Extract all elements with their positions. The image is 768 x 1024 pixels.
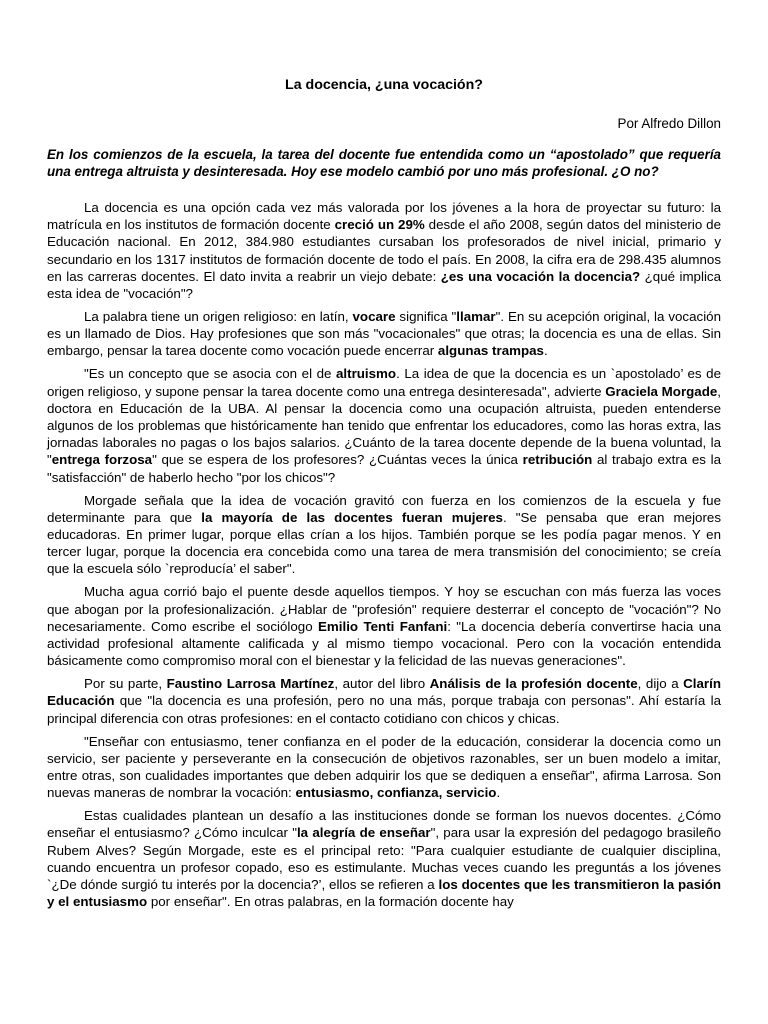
bold-text: los docentes que les transmitieron la pasión y el entusiasmo — [47, 877, 721, 910]
bold-text: creció un 29% — [334, 217, 425, 233]
bold-text: la mayoría de las docentes fueran mujeres — [201, 509, 503, 525]
bold-text: algunas trampas — [437, 343, 544, 359]
article-body — [47, 199, 721, 911]
text-run: ". En su acepción original, la vocación es un llamado de Dios. Hay profesiones que son más "vocacionales" que otras; la docencia es una de ellas. Sin embargo, pensar la tarea docente como vocación puede encerrar — [47, 309, 721, 359]
text-run: por enseñar". En otras palabras, en la formación docente hay — [147, 894, 514, 910]
article-byline: Por Alfredo Dillon — [617, 116, 721, 131]
text-run: , doctora en Educación de la UBA. Al pensar la docencia como una ocupación altruista, pueden entenderse algunos de los problemas que históricamente han tenido que enfrentar los educadores, como las horas extra, las jornadas laborales no pagas o los bajos salarios. ¿Cuánto de la tarea docente depende de la buena voluntad, la " — [47, 383, 721, 468]
bold-text: vocare — [352, 309, 396, 325]
bold-text: Graciela Morgade — [605, 383, 718, 399]
bold-text: ¿es una vocación la docencia? — [440, 268, 641, 284]
body-paragraph — [47, 365, 721, 485]
body-paragraph — [47, 199, 721, 302]
text-run: . — [496, 785, 501, 801]
bold-text: Análisis de la profesión docente — [429, 676, 638, 692]
text-run: "Es un concepto que se asocia con el de — [84, 366, 337, 382]
body-paragraph — [47, 308, 721, 360]
body-paragraph — [47, 675, 721, 727]
body-paragraph — [47, 492, 721, 578]
text-run: . La idea de que la docencia es un `apostolado’ es de origen religioso, y supone pensar la tarea docente como una entrega desinteresada", advierte — [47, 366, 721, 399]
bold-text: la alegría de enseñar — [296, 825, 431, 841]
body-paragraph — [47, 807, 721, 910]
bold-text: retribución — [522, 452, 593, 468]
text-run: Mucha agua corrió bajo el puente desde aquellos tiempos. Y hoy se escuchan con más fuerza las voces que abogan por la profesionalización. ¿Hablar de "profesión" requiere desterrar el concepto de "vocación"? No necesariamente. Como escribe el sociólogo — [47, 584, 721, 634]
text-run: La docencia es una opción cada vez más valorada por los jóvenes a la hora de proyectar su futuro: la matrícula en los institutos de formación docente — [47, 200, 721, 233]
bold-text: altruismo — [336, 366, 397, 382]
text-run: Por su parte, — [84, 676, 167, 692]
text-run: . — [543, 343, 548, 359]
article-lead: En los comienzos de la escuela, la tarea del docente fue entendida como un “apostolado” que requería una entrega altruista y desinteresada. Hoy ese modelo cambió por uno más profesional. ¿O no? — [47, 147, 721, 179]
bold-text: Clarín Educación — [47, 676, 721, 709]
text-run: Estas cualidades plantean un desafío a las instituciones donde se forman los nuevos docentes. ¿Cómo enseñar el entusiasmo? ¿Cómo inculcar " — [47, 808, 721, 841]
body-paragraph — [47, 733, 721, 802]
text-run: : "La docencia debería convertirse hacia una actividad profesional altamente calificada y al mismo tiempo vocacional. Pero con la vocación entendida básicamente como compromiso moral con el bienestar y la felicidad de las nuevas generaciones". — [47, 618, 721, 669]
text-run: , autor del libro — [334, 676, 430, 692]
bold-text: entusiasmo, confianza, servicio — [295, 785, 497, 801]
text-run: desde el año 2008, según datos del ministerio de Educación nacional. En 2012, 384.980 estudiantes cursaban los profesorados de nivel inicial, primario y secundario en los 1317 institutos de formación docente de todo el país. En 2008, la cifra era de 298.435 alumnos en las carreras docentes. El dato invita a reabrir un viejo debate: — [47, 217, 721, 284]
bold-text: llamar — [456, 309, 496, 325]
text-run: . "Se pensaba que eran mejores educadoras. En primer lugar, porque ellas crían a los hijos. También porque se les podía pagar menos. Y en tercer lugar, porque la docencia era concebida como una tarea de mera transmisión del conocimiento; se creía que la escuela sólo `reproducía’ el saber". — [47, 509, 721, 577]
text-run: que "la docencia es una profesión, pero no una más, porque trabaja con personas". Ahí estaría la principal diferencia con otras profesiones: en el contacto cotidiano con chicos y chicas. — [47, 693, 721, 726]
text-run: ", para usar la expresión del pedagogo brasileño Rubem Alves? Según Morgade, este es el principal reto: "Para cualquier estudiante de cualquier disciplina, cuando encuentra un profesor copado, eso es estimulante. Muchas veces cuando les preguntás a los jóvenes `¿De dónde surgió tu interés por la docencia?’, ellos se refieren a — [47, 825, 721, 893]
text-run: , dijo a — [637, 676, 684, 692]
text-run: Morgade señala que la idea de vocación gravitó con fuerza en los comienzos de la escuela y fue determinante para que — [47, 492, 721, 525]
text-run: ¿qué implica esta idea de "vocación"? — [47, 268, 722, 302]
text-run: al trabajo extra es la "satisfacción" de haberlo hecho "por los chicos"? — [47, 452, 721, 485]
bold-text: Emilio Tenti Fanfani — [318, 618, 448, 634]
text-run: significa " — [395, 309, 457, 325]
article-title: La docencia, ¿una vocación? — [285, 77, 483, 93]
body-paragraph — [47, 583, 721, 669]
text-run: " que se espera de los profesores? ¿Cuántas veces la única — [152, 452, 523, 468]
text-run: La palabra tiene un origen religioso: en latín, — [84, 309, 353, 325]
text-run: "Enseñar con entusiasmo, tener confianza en el poder de la educación, considerar la docencia como un servicio, ser paciente y perseverante en la consecución de objetivos razonables, ser un buen modelo a imitar, entre otras, son cualidades importantes que deben adquirir los que se dediquen a enseñar", afirma Larrosa. Son nuevas maneras de nombrar la vocación: — [47, 733, 721, 801]
bold-text: entrega forzosa — [51, 452, 153, 468]
bold-text: Faustino Larrosa Martínez — [166, 676, 335, 692]
